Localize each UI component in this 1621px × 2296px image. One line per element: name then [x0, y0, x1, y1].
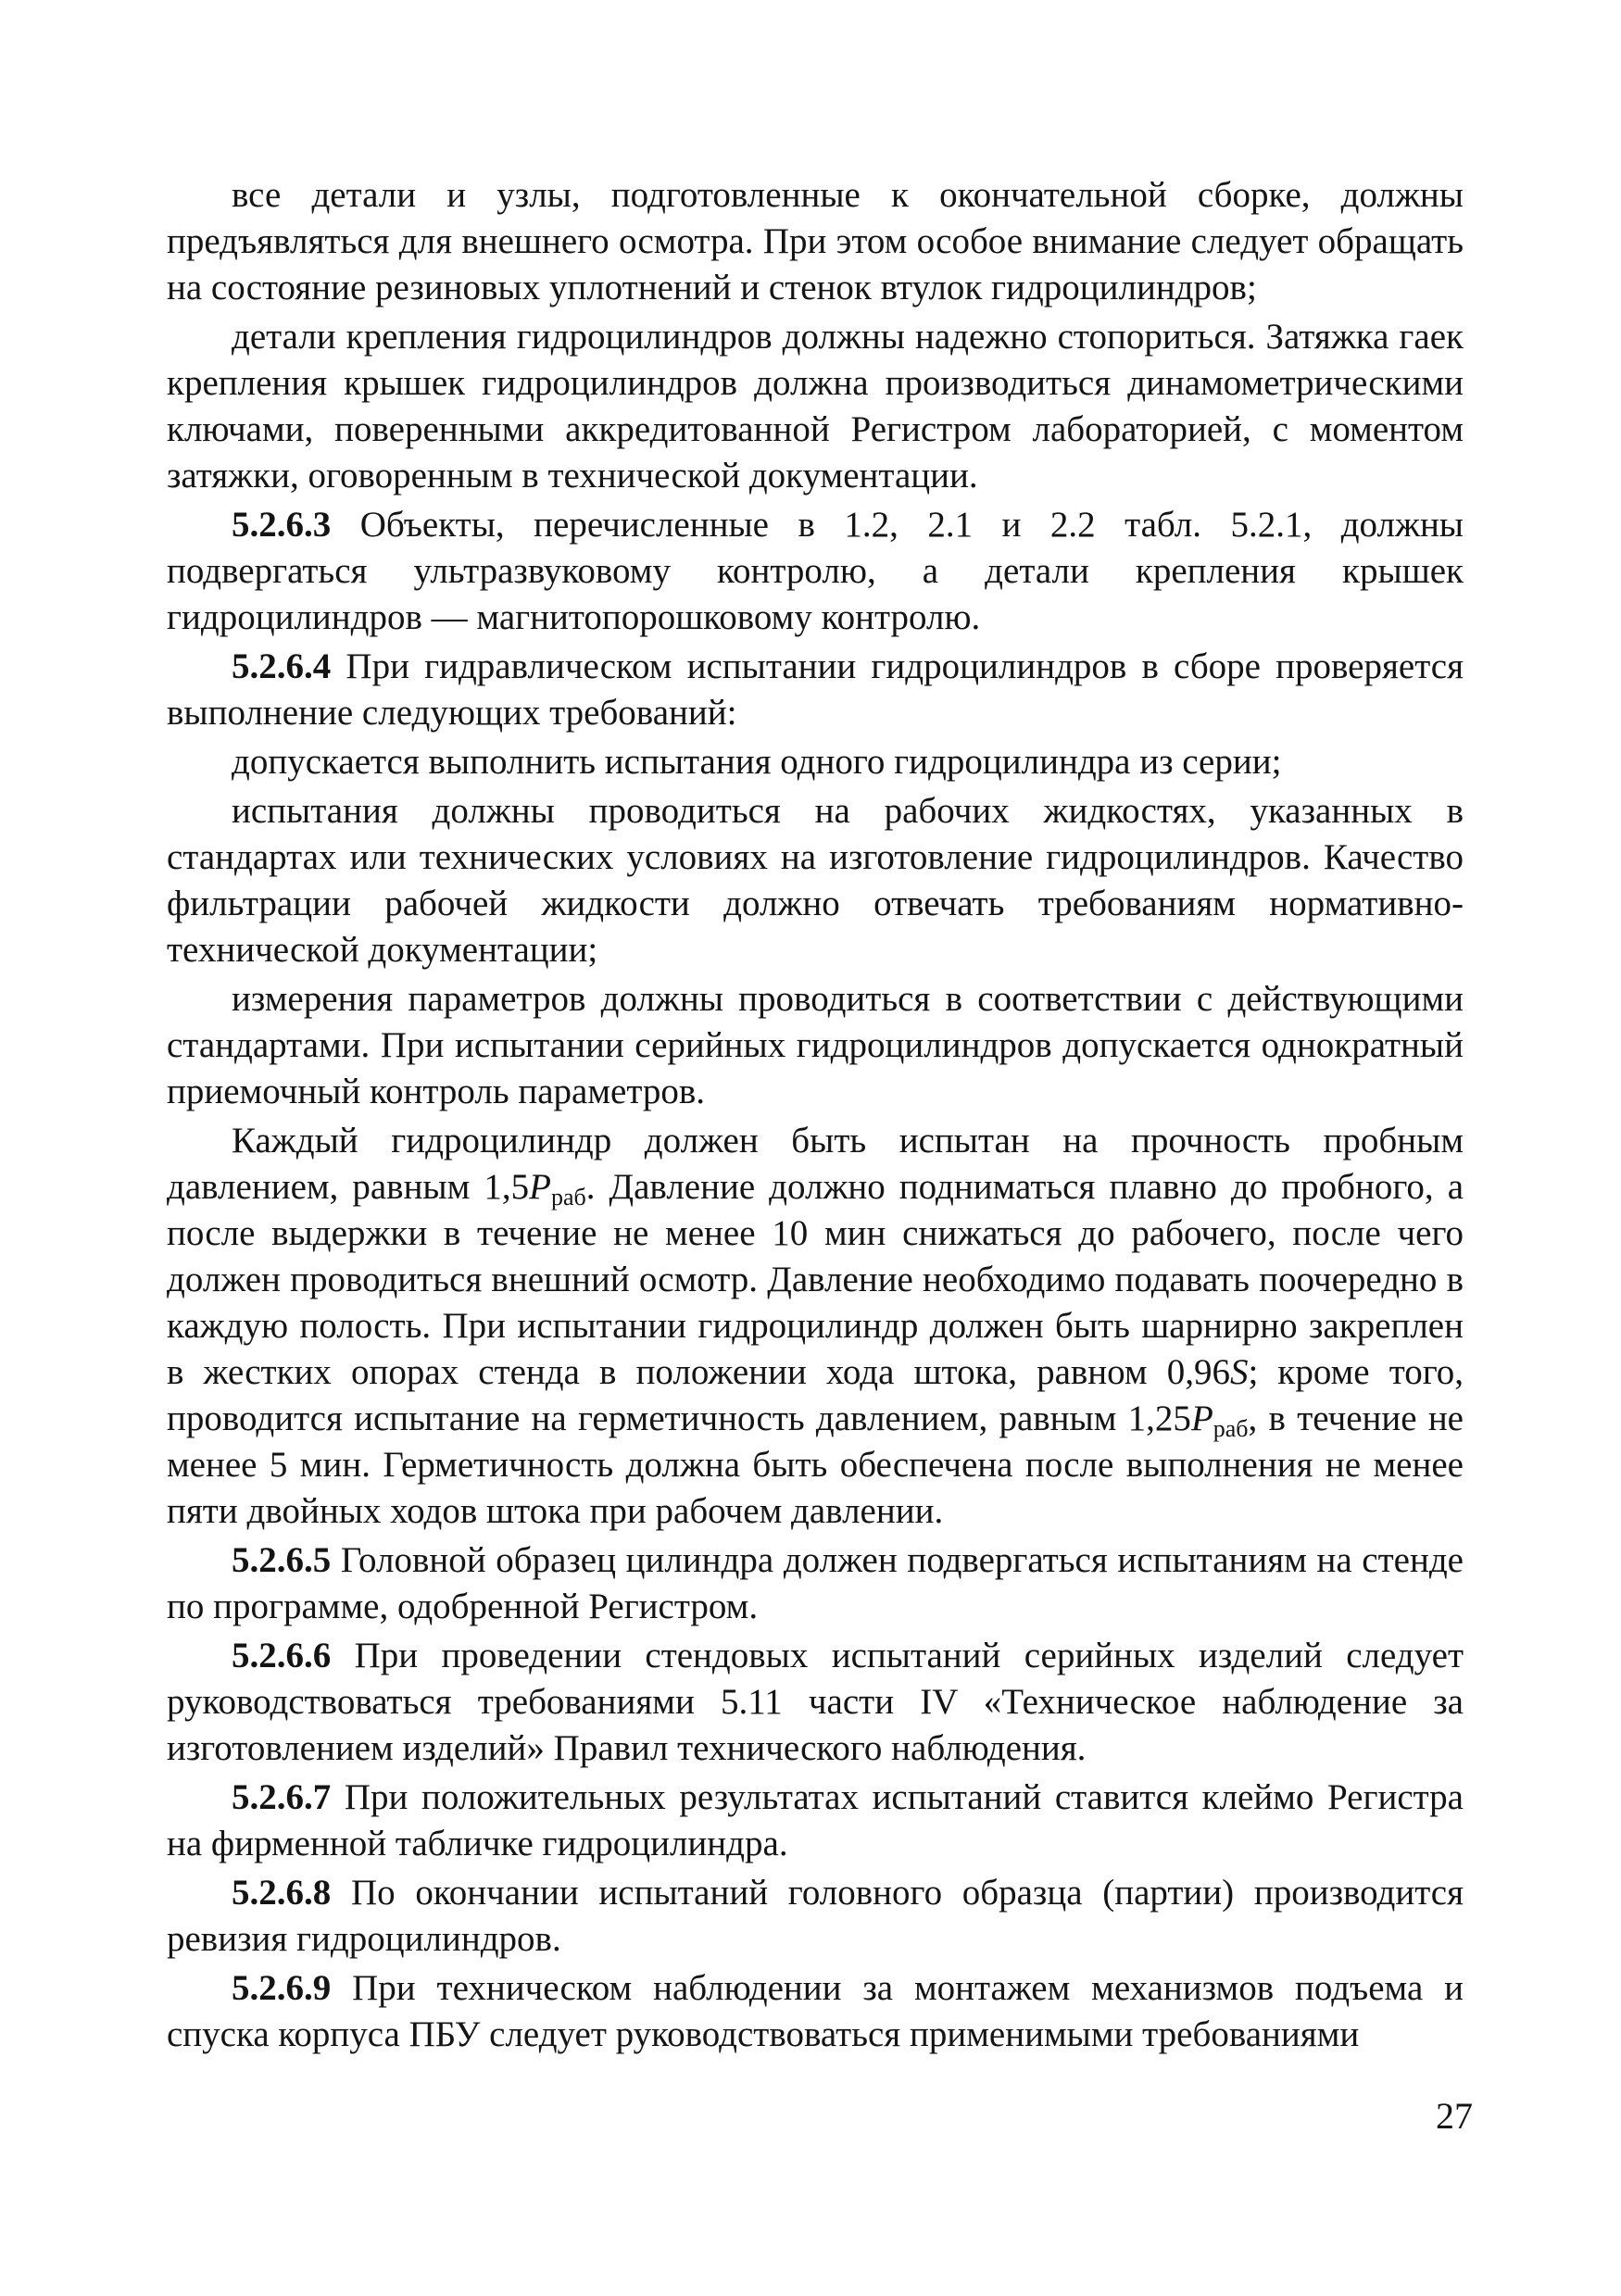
- paragraph-text: испытания должны проводиться на рабочих жидкостях, указанных в стандартах или технических условиях на изготовление гидроцилиндров. Качество фильтрации рабочей жидкости должно отвечать требованиям нормативно-технической документации;: [167, 791, 1464, 970]
- paragraph-fastening: [167, 314, 1464, 499]
- clause-text: При гидравлическом испытании гидроцилиндров в сборе проверяется выполнение следующих требований:: [167, 646, 1464, 733]
- text-part: ; кроме того, проводится испытание на герметичность давлением, равным 1,25: [167, 1352, 1464, 1438]
- formula-variable: S: [1229, 1352, 1249, 1392]
- clause-number: 5.2.6.6: [232, 1636, 332, 1675]
- formula-subscript: раб: [1213, 1415, 1249, 1442]
- formula-variable: P: [529, 1167, 551, 1207]
- clause-number: 5.2.6.9: [232, 1968, 332, 2008]
- clause-5-2-6-9: [167, 1965, 1464, 2058]
- clause-5-2-6-4: [167, 644, 1464, 736]
- text-part: , в течение не менее 5 мин. Герметичность должна быть обеспечена после выполнения не менее пяти двойных ходов штока при рабочем давлении.: [167, 1399, 1464, 1531]
- clause-5-2-6-8: [167, 1870, 1464, 1963]
- list-item-measurements: [167, 976, 1464, 1115]
- paragraph-text: допускается выполнить испытания одного гидроцилиндра из серии;: [232, 742, 1282, 782]
- list-item-working-fluids: [167, 788, 1464, 973]
- clause-text: Объекты, перечисленные в 1.2, 2.1 и 2.2 табл. 5.2.1, должны подвергаться ультразвуковому контролю, а детали крепления крышек гидроцилиндров — магнитопорошковому контролю.: [167, 505, 1464, 637]
- formula-subscript: раб: [550, 1184, 586, 1211]
- clause-text: При проведении стендовых испытаний серийных изделий следует руководствоваться требованиями 5.11 части IV «Техническое наблюдение за изготовлением изделий» Правил технического наблюдения.: [167, 1636, 1464, 1768]
- clause-5-2-6-5: [167, 1537, 1464, 1630]
- paragraph-visual-inspection: [167, 172, 1464, 311]
- paragraph-text: детали крепления гидроцилиндров должны надежно стопориться. Затяжка гаек крепления крышек гидроцилиндров должна производиться динамометрическими ключами, поверенными аккредитованной Регистром лабораторией, с моментом затяжки, оговоренным в технической документации.: [167, 317, 1464, 496]
- clause-number: 5.2.6.5: [232, 1540, 332, 1580]
- clause-number: 5.2.6.7: [232, 1777, 332, 1817]
- list-item-single-test: [167, 739, 1464, 785]
- paragraph-pressure-test: [167, 1118, 1464, 1535]
- page-number: 27: [1436, 2095, 1473, 2137]
- document-body: [167, 172, 1464, 2061]
- clause-5-2-6-6: [167, 1633, 1464, 1772]
- text-part: . Давление должно подниматься плавно до пробного, а после выдержки в течение не менее 10 мин снижаться до рабочего, после чего должен проводиться внешний осмотр. Давление необходимо подавать поочередно в каждую полость. При испытании гидроцилиндр должен быть шарнирно закреплен в жестких опорах стенда в положении хода штока, равном 0,96: [167, 1167, 1464, 1392]
- paragraph-text: измерения параметров должны проводиться в соответствии с действующими стандартами. При испытании серийных гидроцилиндров допускается однократный приемочный контроль параметров.: [167, 979, 1464, 1111]
- paragraph-text: все детали и узлы, подготовленные к окончательной сборке, должны предъявляться для внешнего осмотра. При этом особое внимание следует обращать на состояние резиновых уплотнений и стенок втулок гидроцилиндров;: [167, 175, 1464, 307]
- clause-text: По окончании испытаний головного образца (партии) производится ревизия гидроцилиндров.: [167, 1873, 1464, 1959]
- clause-text: При положительных результатах испытаний ставится клеймо Регистра на фирменной табличке гидроцилиндра.: [167, 1777, 1464, 1863]
- clause-number: 5.2.6.8: [232, 1873, 332, 1913]
- clause-number: 5.2.6.3: [232, 505, 332, 545]
- formula-variable: P: [1190, 1399, 1213, 1438]
- clause-5-2-6-3: [167, 502, 1464, 641]
- clause-number: 5.2.6.4: [232, 646, 332, 686]
- text-part: Каждый гидроцилиндр должен быть испытан на прочность пробным давлением, равным 1,5: [167, 1121, 1464, 1207]
- clause-text: При техническом наблюдении за монтажем механизмов подъема и спуска корпуса ПБУ следует руководствоваться применимыми требованиями: [167, 1968, 1464, 2054]
- clause-5-2-6-7: [167, 1775, 1464, 1867]
- clause-text: Головной образец цилиндра должен подвергаться испытаниям на стенде по программе, одобренной Регистром.: [167, 1540, 1464, 1626]
